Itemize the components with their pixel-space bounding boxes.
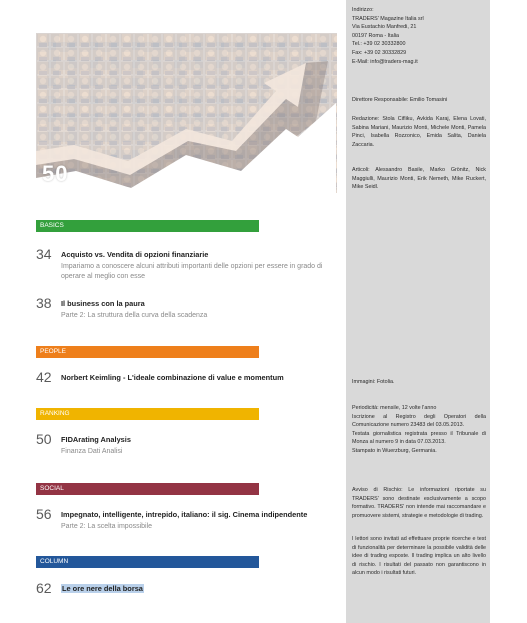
avviso-text: Avviso di Rischio: Le informazioni riportate su TRADERS' sono destinate esclusivamente a scopo formativo. TRADERS' non intende mai raccomandare e promuovere sistemi, strategie e metodologie di trading. — [352, 487, 486, 519]
section-social[interactable] — [36, 483, 259, 495]
page-number: 50 — [36, 431, 52, 447]
section-label: SOCIAL — [40, 485, 64, 492]
article-subtitle: Parte 2: La struttura della curva della scadenza — [61, 312, 208, 319]
section-label: COLUMN — [40, 558, 69, 565]
faces-collage-graphic — [36, 33, 337, 193]
article-subtitle: Parte 2: La scelta impossibile — [61, 523, 153, 530]
lettori-text: I lettori sono invitati ad effettuare proprie ricerche e test di funzionalità per determinare la possibile validità delle idee di trading esposte. Il trading implica un alto livello di rischio. I risultati del passato non garantiscono in alcun modo i risultati futuri. — [352, 536, 486, 577]
section-label: BASICS — [40, 222, 64, 229]
toc-entry-38[interactable] — [36, 295, 326, 323]
toc-entry-34[interactable] — [36, 246, 326, 286]
page-number: 42 — [36, 369, 52, 385]
page-number: 38 — [36, 295, 52, 311]
toc-entry-62[interactable] — [36, 580, 326, 598]
article-title: Le ore nere della borsa — [62, 584, 143, 593]
avviso-block — [352, 486, 486, 520]
address-line: Via Eustachio Manfredi, 21 — [352, 24, 417, 31]
article-title: Acquisto vs. Vendita di opzioni finanziarie — [61, 250, 209, 259]
redazione-block — [352, 115, 486, 149]
address-line: Fax: +39 02 30332829 — [352, 49, 407, 56]
article-subtitle: Impariamo a conoscere alcuni attributi importanti delle opzioni per essere in grado di operare al meglio con esse — [61, 263, 323, 280]
section-people[interactable] — [36, 346, 259, 358]
immagini-text: Immagini: Fotolia. — [352, 379, 395, 385]
cover-photo — [36, 33, 337, 193]
articoli-text: Articoli: Alessandro Basile, Marko Grönitz, Nick Maggiulli, Maurizio Monti, Erik Nemeth, Mike Ruckert, Mike Seidl. — [352, 167, 486, 191]
page-number: 62 — [36, 580, 52, 596]
immagini-line — [352, 378, 486, 387]
address-block — [352, 6, 486, 66]
director-line — [352, 96, 486, 105]
periodicita-line: Stampato in Wuerzburg, Germania. — [352, 447, 437, 454]
section-basics[interactable] — [36, 220, 259, 232]
redazione-text: Redazione: Stola Cifliku, Avkida Karaj, Elena Lovati, Sabina Mariani, Maurizio Monti, Michele Monti, Pamela Pinci, Isabella Rozzonico, Emida Salita, Daniela Zaccaria. — [352, 116, 486, 148]
page-number: 56 — [36, 506, 52, 522]
section-label: RANKING — [40, 410, 70, 417]
address-line: 00197 Roma - Italia — [352, 32, 400, 39]
article-title: FIDArating Analysis — [61, 435, 131, 444]
email-line: E-Mail: info@traders-mag.it — [352, 58, 418, 65]
periodicita-line: Testata giornalistica registrata presso il Tribunale di Monza al numero 9 in data 07.03.2013. — [352, 430, 486, 446]
articoli-block — [352, 166, 486, 192]
page-number: 34 — [36, 246, 52, 262]
section-ranking[interactable] — [36, 408, 259, 420]
section-column[interactable] — [36, 556, 259, 568]
toc-entry-42[interactable] — [36, 369, 326, 387]
article-title: Il business con la paura — [61, 299, 145, 308]
address-line: TRADERS' Magazine Italia srl — [352, 15, 424, 22]
periodicita-block — [352, 404, 486, 456]
lettori-block — [352, 535, 486, 578]
toc-entry-50[interactable] — [36, 431, 326, 459]
article-title: Norbert Keimling - L'ideale combinazione di value e momentum — [61, 373, 284, 382]
toc-entry-56[interactable] — [36, 506, 326, 534]
article-subtitle: Finanza Dati Analisi — [61, 448, 123, 455]
address-line: Indirizzo: — [352, 7, 374, 13]
section-label: PEOPLE — [40, 348, 67, 355]
article-title: Impegnato, intelligente, intrepido, italiano: il sig. Cinema indipendente — [61, 510, 308, 519]
periodicita-line: Iscrizione al Registro degli Operatori della Comunicazione numero 23483 del 03.05.2013. — [352, 413, 486, 429]
hero-page-number: 50 — [42, 161, 69, 186]
address-line: Tel.: +39 02 30332800 — [352, 41, 406, 48]
imprint-sidebar — [346, 0, 490, 623]
director-text: Direttore Responsabile: Emilio Tomasini — [352, 97, 448, 103]
periodicita-line: Periodicità: mensile, 12 volte l'anno — [352, 405, 437, 411]
